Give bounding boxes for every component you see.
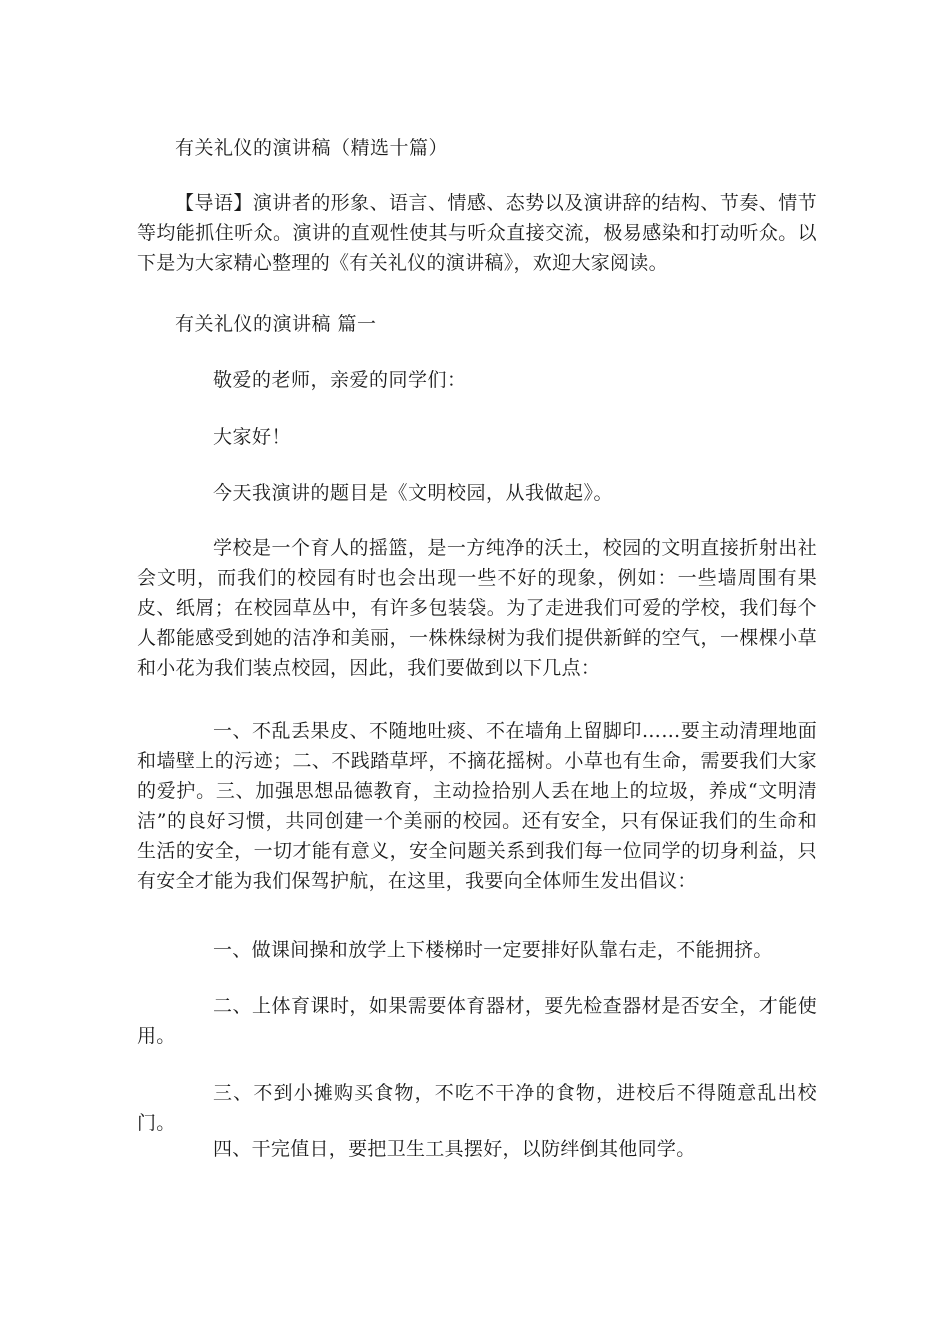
document-title: 有关礼仪的演讲稿（精选十篇） (175, 137, 449, 159)
proposal-item-1: 一、做课间操和放学上下楼梯时一定要排好队靠右走，不能拥挤。 (213, 939, 773, 961)
proposal-item-2: 二、上体育课时，如果需要体育器材，要先检查器材是否安全，才能使用。 (137, 995, 817, 1047)
speech-topic: 今天我演讲的题目是《文明校园，从我做起》。 (213, 482, 614, 504)
proposal-item-3: 三、不到小摊购买食物，不吃不干净的食物，进校后不得随意乱出校门。 (137, 1082, 817, 1134)
intro-paragraph: 【导语】演讲者的形象、语言、情感、态势以及演讲辞的结构、节奏、情节等均能抓住听众。演讲的直观性使其与听众直接交流，极易感染和打动听众。以下是为大家精心整理的《有关礼仪的演讲稿》，欢迎大家阅读。 (137, 192, 817, 274)
body-paragraph-1: 学校是一个育人的摇篮，是一方纯净的沃土，校园的文明直接折射出社会文明，而我们的校园有时也会出现一些不好的现象，例如：一些墙周围有果皮、纸屑；在校园草丛中，有许多包装袋。为了走进我们可爱的学校，我们每个人都能感受到她的洁净和美丽，一株株绿树为我们提供新鲜的空气，一棵棵小草和小花为我们装点校园，因此，我们要做到以下几点： (137, 537, 817, 679)
greeting: 大家好！ (213, 426, 292, 448)
proposal-item-4: 四、干完值日，要把卫生工具摆好，以防绊倒其他同学。 (213, 1138, 696, 1160)
body-paragraph-2: 一、不乱丢果皮、不随地吐痰、不在墙角上留脚印……要主动清理地面和墙壁上的污迹；二、不践踏草坪，不摘花摇树。小草也有生命，需要我们大家的爱护。三、加强思想品德教育，主动捡拾别人丢在地上的垃圾，养成“文明清洁”的良好习惯，共同创建一个美丽的校园。还有安全，只有保证我们的生命和生活的安全，一切才能有意义，安全问题关系到我们每一位同学的切身利益，只有安全才能为我们保驾护航，在这里，我要向全体师生发出倡议： (137, 720, 817, 892)
salutation: 敬爱的老师，亲爱的同学们： (213, 369, 467, 391)
section-heading: 有关礼仪的演讲稿 篇一 (175, 313, 377, 335)
